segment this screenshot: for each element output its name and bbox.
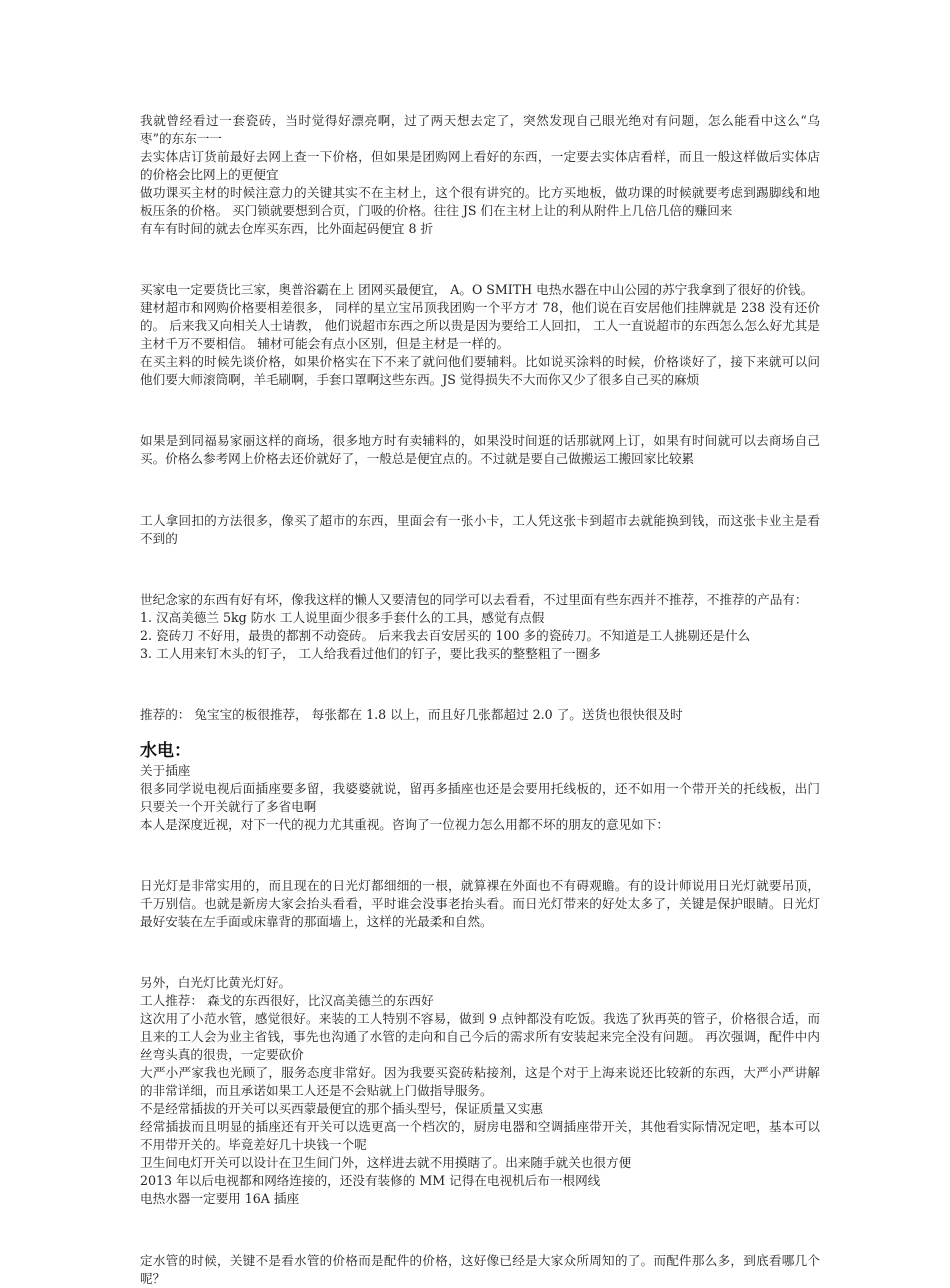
paragraph: 在买主料的时候先谈价格，如果价格实在下不来了就问他们要辅料。比如说买涂料的时候，价格谈好了，接下来就可以问他们要大师滚筒啊，羊毛刷啊，手套口罩啊这些东西。JS 觉得损失不大而你又少了很多自己买的麻烦 [140, 354, 820, 388]
paragraph: 有车有时间的就去仓库买东西，比外面起码便宜 8 折 [140, 221, 434, 236]
paragraph: 经常插拔而且明显的插座还有开关可以选更高一个档次的，厨房电器和空调插座带开关，其他看实际情况定吧，基本可以不用带开关的。毕竟差好几十块钱一个呢 [140, 1119, 820, 1153]
blank-line [140, 560, 820, 578]
paragraph: 另外，白光灯比黄光灯好。 [140, 975, 292, 991]
blank-line [140, 402, 820, 420]
paragraph: 很多同学说电视后面插座要多留，我婆婆就说，留再多插座也还是会要用托线板的，还不如用一个带开关的托线板，出门只要关一个开关就行了多省电啊 [140, 780, 820, 814]
paragraph: 关于插座 [140, 762, 191, 778]
paragraph: 工人拿回扣的方法很多，像买了超市的东西，里面会有一张小卡，工人凭这张卡到超市去就能换到钱，而这张卡业主是看不到的 [140, 512, 820, 546]
document-body [140, 112, 820, 1288]
paragraph: 2013 年以后电视都和网络连接的，还没有装修的 MM 记得在电视机后布一根网线 [140, 1173, 601, 1189]
paragraph: 大严小严家我也光顾了，服务态度非常好。因为我要买瓷砖粘接剂，这是个对于上海来说还比较新的东西，大严小严讲解的非常详细，而且承诺如果工人还是不会贴就上门做指导服务。 [140, 1065, 820, 1099]
plumbing-electrical-section [140, 762, 820, 1288]
paragraph: 定水管的时候，关键不是看水管的价格而是配件的价格，这好像已经是大家众所周知的了。而配件那么多，到底看哪几个呢？ [140, 1252, 820, 1286]
paragraph: 2. 瓷砖刀 不好用，最贵的都割不动瓷砖。 后来我去百安居买的 100 多的瓷砖刀。不知道是工人挑剔还是什么 [140, 627, 751, 643]
paragraph: 做功课买主材的时候注意力的关键其实不在主材上，这个很有讲究的。比方买地板，做功课的时候就要考虑到踢脚线和地板压条的价格。 买门锁就要想到合页，门吸的价格。往往 JS 们在主材上让的利从附件上几倍几倍的赚回来 [140, 185, 820, 218]
shopping-tips-section [140, 112, 820, 724]
paragraph: 这次用了小范水管，感觉很好。来装的工人特别不容易，做到 9 点钟都没有吃饭。我选了狄再英的管子，价格很合适，而且来的工人会为业主省钱，事先也沟通了水管的走向和自己今后的需求所有安装起来完全没有问题。 再次强调，配件中内丝弯头真的很贵，一定要砍价 [140, 1011, 820, 1063]
paragraph: 推荐的： 兔宝宝的板很推荐， 每张都在 1.8 以上，而且好几张都超过 2.0 了。送货也很快很及时 [140, 706, 683, 722]
paragraph: 买家电一定要货比三家，奥普浴霸在上 团网买最便宜， A。O SMITH 电热水器在中山公园的苏宁我拿到了很好的价钱。 [140, 282, 814, 298]
blank-line [140, 847, 820, 865]
paragraph: 电热水器一定要用 16A 插座 [140, 1191, 300, 1207]
paragraph: 世纪念家的东西有好有坏，像我这样的懒人又要清包的同学可以去看看，不过里面有些东西并不推荐，不推荐的产品有： [140, 591, 808, 607]
paragraph: 日光灯是非常实用的，而且现在的日光灯都细细的一根，就算裸在外面也不有碍观瞻。有的设计师说用日光灯就要吊顶，千万别信。也就是新房大家会抬头看看，平时谁会没事老抬头看。而日光灯带来的好处太多了，关键是保护眼睛。日光灯最好安装在左手面或床靠背的那面墙上，这样的光最柔和自然。 [140, 878, 820, 930]
paragraph: 去实体店订货前最好去网上查一下价格，但如果是团购网上看好的东西，一定要去实体店看样，而且一般这样做后实体店的价格会比网上的更便宜 [140, 149, 820, 182]
blank-line [140, 251, 820, 269]
paragraph: 如果是到同福易家丽这样的商场，很多地方时有卖辅料的，如果没时间逛的话那就网上订，如果有时间就可以去商场自己买。价格么参考网上价格去还价就好了，一般总是便宜点的。不过就是要自己做搬运工搬回家比较累 [140, 433, 820, 467]
paragraph: 建材超市和网购价格要相差很多， 同样的星立宝吊顶我团购一个平方才 78，他们说在百安居他们挂牌就是 238 没有还价的。 后来我又向相关人士请教， 他们说超市东西之所以贵是因为要给工人回扣， 工人一直说超市的东西怎么怎么好尤其是主材千万不要相信。 辅材可能会有点小区别，但是主材是一样的。 [140, 300, 820, 352]
paragraph: 3. 工人用来钉木头的钉子， 工人给我看过他们的钉子，要比我买的整整粗了一圈多 [140, 645, 601, 661]
paragraph: 工人推荐： 森戈的东西很好，比汉高美德兰的东西好 [140, 993, 434, 1009]
blank-line [140, 675, 820, 693]
paragraph: 不是经常插拔的开关可以买西蒙最便宜的那个插头型号，保证质量又实惠 [140, 1101, 543, 1117]
paragraph: 卫生间电灯开关可以设计在卫生间门外，这样进去就不用摸瞎了。出来随手就关也很方便 [140, 1155, 632, 1171]
blank-line [140, 944, 820, 962]
paragraph: 我就曾经看过一套瓷砖，当时觉得好漂亮啊，过了两天想去定了，突然发现自己眼光绝对有问题，怎么能看中这么“乌枣”的东东一一 [140, 113, 820, 146]
blank-line [140, 481, 820, 499]
section-heading-plumbing-electrical: 水电： [140, 740, 191, 761]
paragraph: 1. 汉高美德兰 5kg 防水 工人说里面少很多手套什么的工具，感觉有点假 [140, 609, 545, 625]
paragraph: 本人是深度近视，对下一代的视力尤其重视。咨询了一位视力怎么用都不坏的朋友的意见如下： [140, 816, 669, 832]
